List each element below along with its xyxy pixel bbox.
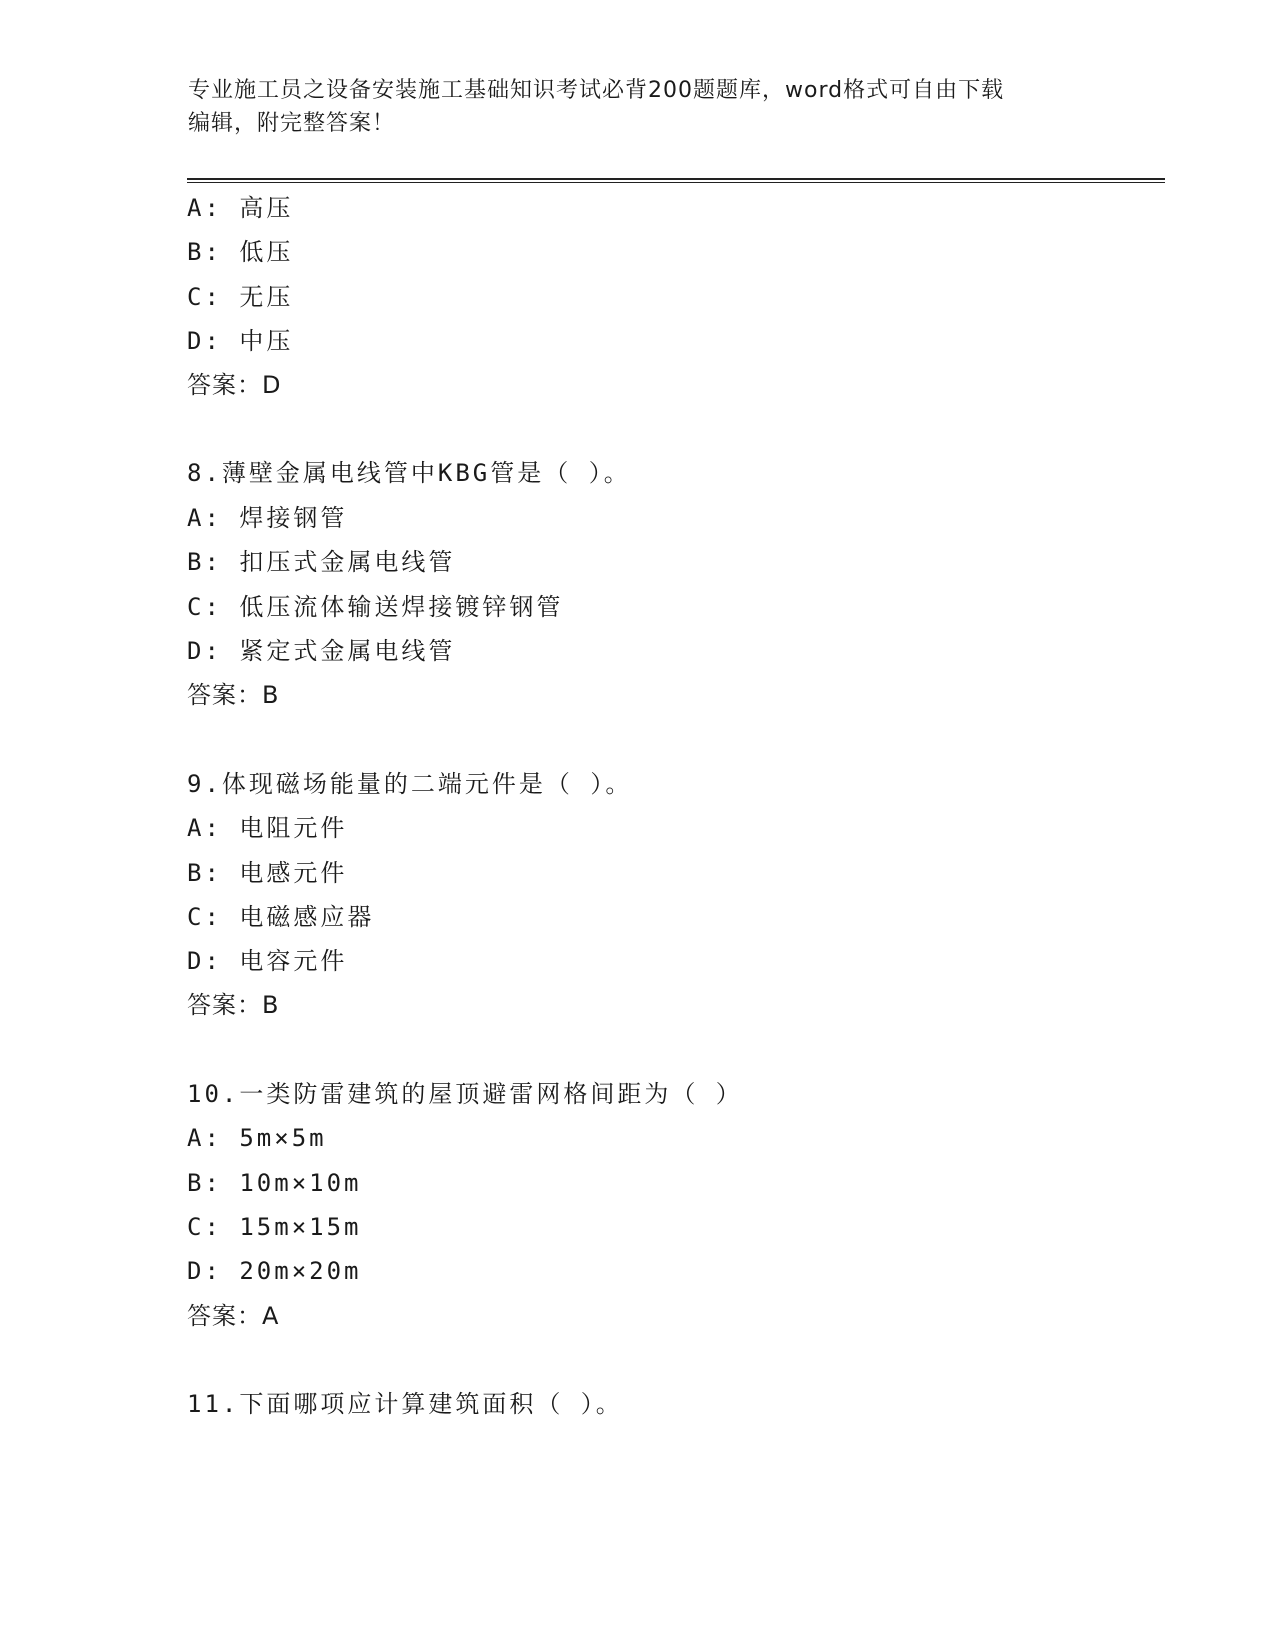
q8-option-d: D: 紧定式金属电线管 <box>187 637 456 665</box>
q8-answer: 答案：B <box>187 681 280 709</box>
q7-option-d: D: 中压 <box>187 327 294 355</box>
q7-option-c: C: 无压 <box>187 283 294 311</box>
q10-option-c: C: 15m×15m <box>187 1213 362 1241</box>
q8-question: 8.薄壁金属电线管中KBG管是（ ）。 <box>187 459 631 487</box>
q9-option-d: D: 电容元件 <box>187 947 348 975</box>
q9-answer: 答案：B <box>187 991 280 1019</box>
q7-answer: 答案：D <box>187 371 282 399</box>
q8-option-a: A: 焊接钢管 <box>187 504 348 532</box>
q10-question: 10.一类防雷建筑的屋顶避雷网格间距为（ ） <box>187 1080 743 1108</box>
q7-option-a: A: 高压 <box>187 194 294 222</box>
document-header <box>188 74 1088 140</box>
q10-option-b: B: 10m×10m <box>187 1169 362 1197</box>
header-rule-thick <box>187 178 1165 180</box>
q10-answer: 答案：A <box>187 1302 280 1330</box>
q11-question: 11.下面哪项应计算建筑面积（ ）。 <box>187 1390 623 1418</box>
q9-question: 9.体现磁场能量的二端元件是（ ）。 <box>187 770 633 798</box>
q7-option-b: B: 低压 <box>187 238 294 266</box>
q8-option-b: B: 扣压式金属电线管 <box>187 548 456 576</box>
header-line-1: 专业施工员之设备安装施工基础知识考试必背200题题库，word格式可自由下载 <box>188 78 1005 103</box>
q9-option-c: C: 电磁感应器 <box>187 903 375 931</box>
q8-option-c: C: 低压流体输送焊接镀锌钢管 <box>187 593 564 621</box>
q9-option-a: A: 电阻元件 <box>187 814 348 842</box>
header-line-2: 编辑，附完整答案！ <box>188 111 396 136</box>
q9-option-b: B: 电感元件 <box>187 859 348 887</box>
q10-option-d: D: 20m×20m <box>187 1257 362 1285</box>
header-rule-thin <box>187 182 1165 183</box>
q10-option-a: A: 5m×5m <box>187 1124 327 1152</box>
